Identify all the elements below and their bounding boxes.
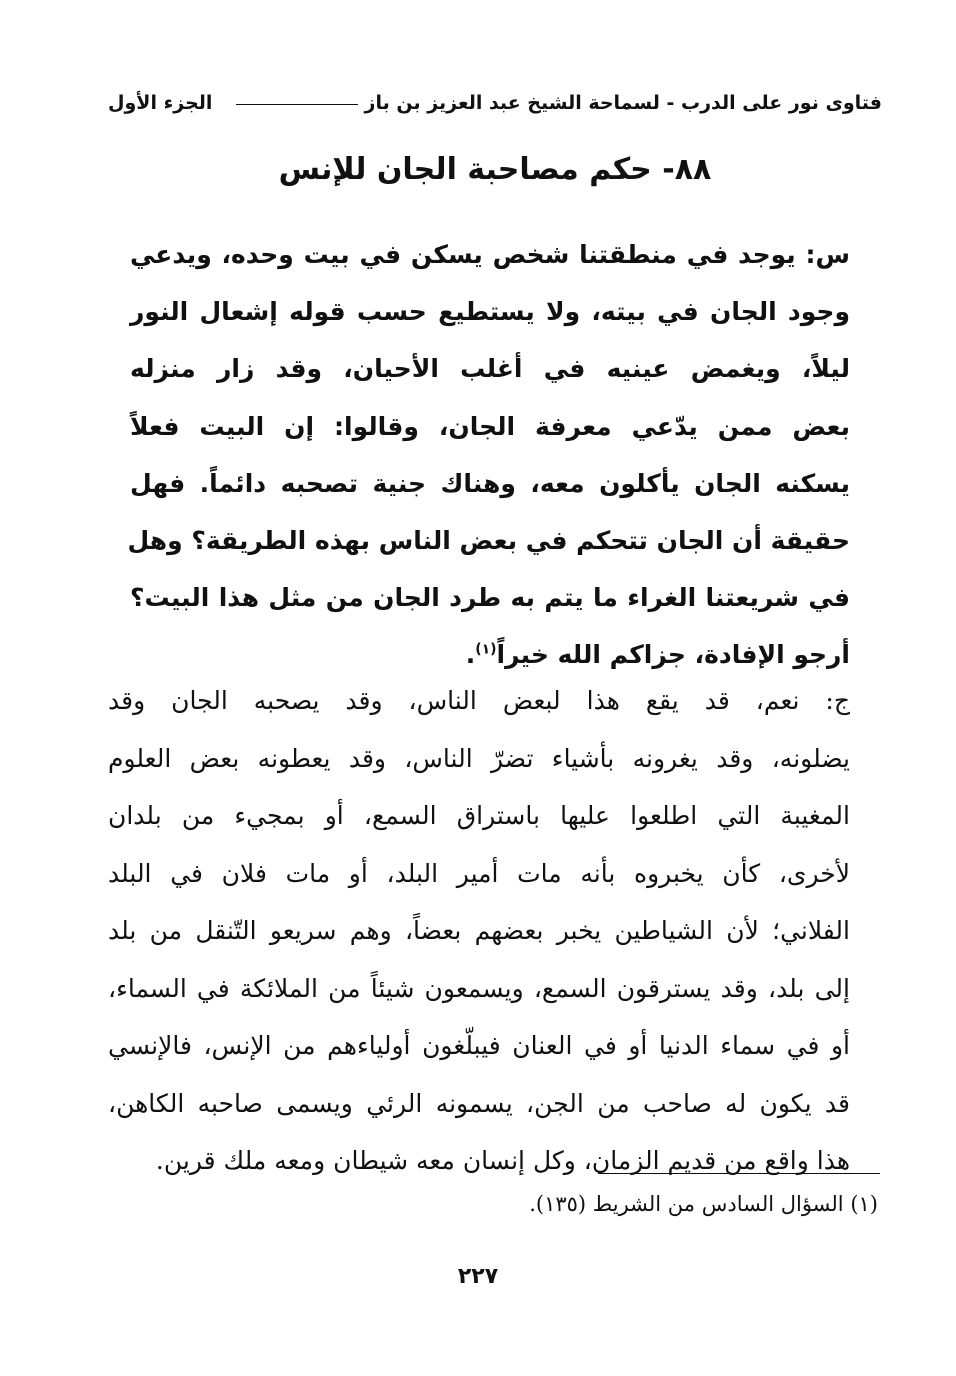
question-line: بعض ممن يدّعي معرفة الجان، وقالوا: إن البيت فعلاً — [130, 411, 850, 441]
header-volume: الجزء الأول — [108, 92, 213, 114]
footnote-reference[interactable]: (١) — [475, 641, 497, 658]
answer-line: ج: نعم، قد يقع هذا لبعض الناس، وقد يصحبه الجان وقد — [108, 686, 850, 715]
question-line: ليلاً، ويغمض عينيه في أغلب الأحيان، وقد زار منزله — [130, 354, 850, 384]
question-line: حقيقة أن الجان تتحكم في بعض الناس بهذه الطريقة؟ وهل — [127, 525, 850, 555]
answer-line: الفلاني؛ لأن الشياطين يخبر بعضهم بعضاً، وهم سريعو التّنقل من بلد — [108, 916, 850, 945]
answer-paragraph — [108, 672, 850, 1190]
answer-line: إلى بلد، وقد يسترقون السمع، ويسمعون شيئاً من الملائكة في السماء، — [108, 973, 850, 1003]
running-header — [108, 86, 882, 120]
answer-line: لأخرى، كأن يخبروه بأنه مات أمير البلد، أو مات فلان في البلد — [108, 858, 850, 888]
header-rule — [236, 104, 358, 105]
answer-line: أو في سماء الدنيا أو في العنان فيبلّغون أولياءهم من الإنس، فالإنسي — [108, 1031, 850, 1060]
question-line: يسكنه الجان يأكلون معه، وهناك جنية تصحبه دائماً. فهل — [130, 468, 850, 498]
answer-line: المغيبة التي اطلعوا عليها باستراق السمع، أو بمجيء من بلدان — [108, 801, 850, 830]
question-paragraph — [127, 226, 850, 684]
footnote-separator — [598, 1173, 880, 1174]
page-number: ٢٢٧ — [457, 1264, 499, 1289]
question-line: س: يوجد في منطقتنا شخص يسكن في بيت وحده، ويدعي — [130, 240, 850, 269]
question-line: وجود الجان في بيته، ولا يستطيع حسب قوله إشعال النور — [130, 297, 850, 327]
answer-line: هذا واقع من قديم الزمان، وكل إنسان معه شيطان ومعه ملك قرين. — [155, 1146, 850, 1175]
fatwa-title: ٨٨- حكم مصاحبة الجان للإنس — [278, 152, 712, 187]
answer-line: يضلونه، وقد يغرونه بأشياء تضرّ الناس، وقد يعطونه بعض العلوم — [108, 743, 850, 773]
question-last-line-text: أرجو الإفادة، جزاكم الله خيراً — [496, 640, 850, 670]
footnote: (١) السؤال السادس من الشريط (١٣٥). — [529, 1192, 878, 1216]
header-series-title: فتاوى نور على الدرب - لسماحة الشيخ عبد العزيز بن باز — [364, 92, 882, 114]
answer-line: قد يكون له صاحب من الجن، يسمونه الرئي ويسمى صاحبه الكاهن، — [108, 1088, 850, 1118]
question-last-line-end: . — [465, 640, 476, 670]
question-line: في شريعتنا الغراء ما يتم به طرد الجان من مثل هذا البيت؟ — [130, 583, 850, 613]
